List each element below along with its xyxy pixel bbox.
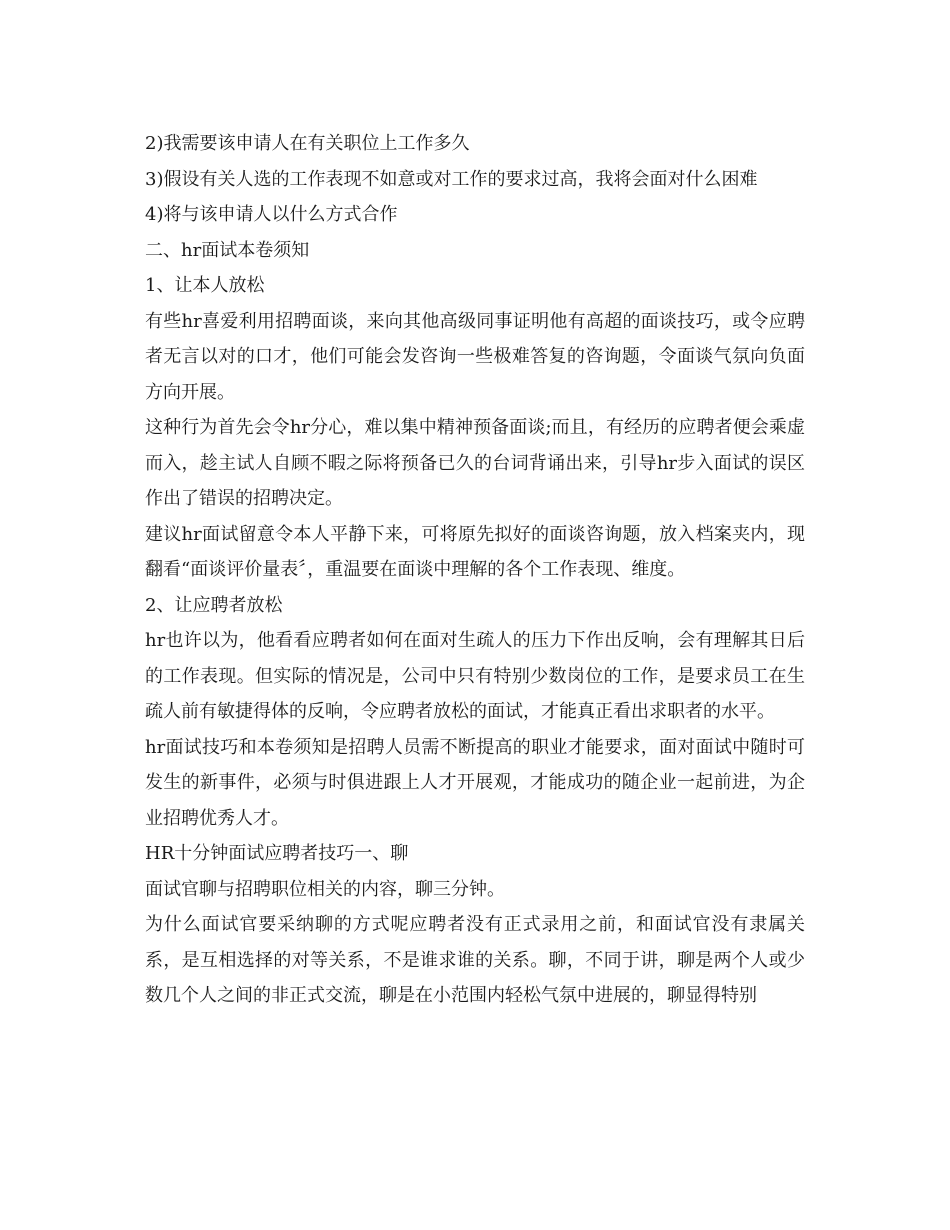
list-item-4: 4)将与该申请人以什么方式合作 (145, 204, 398, 225)
paragraph: 这种行为首先会令hr分心，难以集中精神预备面谈;而且，有经历的应聘者便会乘虚而入，趁主试人自顾不暇之际将预备已久的台词背诵出来，引导hr步入面试的误区作出了错误的招聘决定。 (145, 417, 805, 509)
document-body (145, 126, 805, 1014)
paragraph: hr面试技巧和本卷须知是招聘人员需不断提高的职业才能要求，面对面试中随时可发生的新事件，必须与时俱进跟上人才开展观，才能成功的随企业一起前进，为企业招聘优秀人才。 (145, 736, 805, 829)
subheading-ten-minute-interview: HR十分钟面试应聘者技巧一、聊 (145, 843, 409, 864)
paragraph: hr也许以为，他看看应聘者如何在面对生疏人的压力下作出反响，会有理解其日后的工作表现。但实际的情况是，公司中只有特别少数岗位的工作，是要求员工在生疏人前有敏捷得体的反响，令应聘者放松的面试，才能真正看出求职者的水平。 (145, 630, 805, 722)
list-item-3: 3)假设有关人选的工作表现不如意或对工作的要求过高，我将会面对什么困难 (145, 168, 758, 190)
paragraph: 建议hr面试留意令本人平静下来，可将原先拟好的面谈咨询题，放入档案夹内，现翻看“面谈评价量表〞，重温要在面谈中理解的各个工作表现、维度。 (145, 523, 805, 580)
paragraph: 面试官聊与招聘职位相关的内容，聊三分钟。 (145, 878, 505, 900)
subheading-relax-candidate: 2、让应聘者放松 (145, 594, 283, 616)
section-heading-2: 二、hr面试本卷须知 (145, 239, 310, 261)
paragraph: 为什么面试官要采纳聊的方式呢应聘者没有正式录用之前，和面试官没有隶属关系，是互相选择的对等关系，不是谁求谁的关系。聊，不同于讲，聊是两个人或少数几个人之间的非正式交流，聊是在小范围内轻松气氛中进展的，聊显得特别 (145, 914, 805, 1006)
subheading-relax-self: 1、让本人放松 (145, 275, 265, 296)
paragraph: 有些hr喜爱利用招聘面谈，来向其他高级同事证明他有高超的面谈技巧，或令应聘者无言以对的口才，他们可能会发咨询一些极难答复的咨询题，令面谈气氛向负面方向开展。 (145, 310, 805, 403)
list-item-2: 2)我需要该申请人在有关职位上工作多久 (145, 133, 470, 154)
